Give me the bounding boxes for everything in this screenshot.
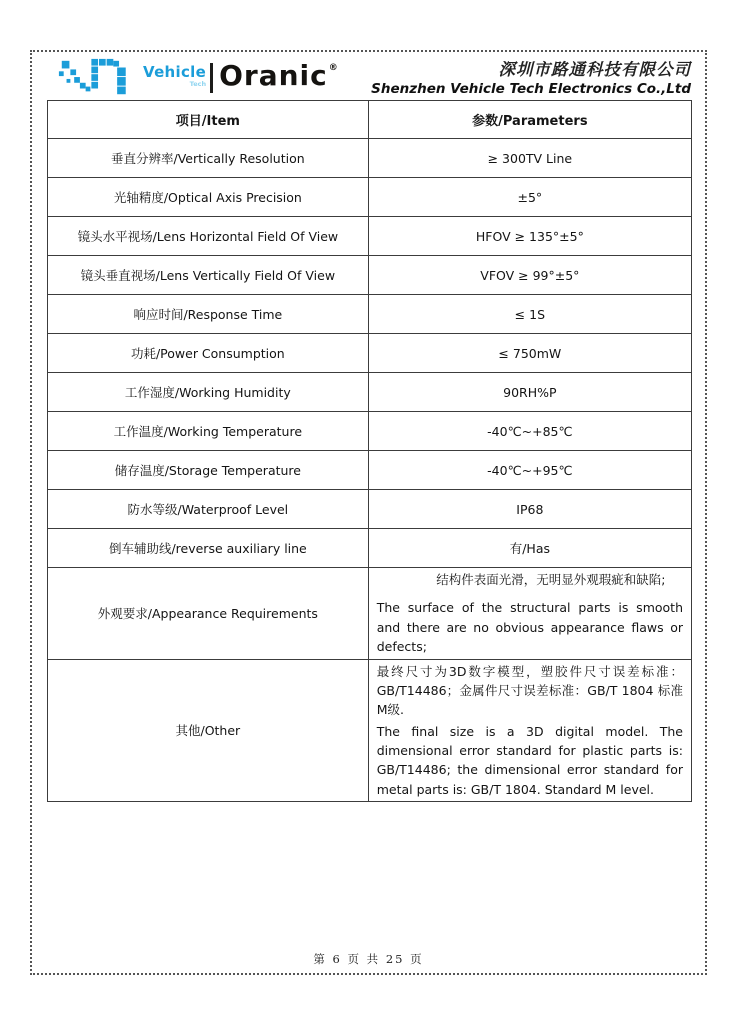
item-cell: 倒车辅助线/reverse auxiliary line	[48, 529, 369, 568]
table-row	[48, 412, 692, 451]
table-header-row	[48, 101, 692, 139]
table-row-other	[48, 659, 692, 802]
value-cell	[368, 568, 691, 660]
value-cell: ≥ 300TV Line	[368, 139, 691, 178]
company-names	[371, 58, 691, 99]
table-row	[48, 490, 692, 529]
specification-table	[47, 100, 692, 802]
item-cell: 镜头垂直视场/Lens Vertically Field Of View	[48, 256, 369, 295]
value-cell: ±5°	[368, 178, 691, 217]
item-cell: 储存温度/Storage Temperature	[48, 451, 369, 490]
table-row	[48, 217, 692, 256]
company-logo	[58, 57, 338, 99]
table-row	[48, 256, 692, 295]
page-number: 第 6 页 共 25 页	[313, 952, 424, 966]
value-cell: ≤ 1S	[368, 295, 691, 334]
table-row	[48, 139, 692, 178]
item-cell: 镜头水平视场/Lens Horizontal Field Of View	[48, 217, 369, 256]
vehicle-tech-logo-icon	[58, 57, 140, 99]
item-cell: 工作温度/Working Temperature	[48, 412, 369, 451]
brand-vehicle-text	[143, 63, 206, 88]
brand-oranic-label: Oranic	[219, 59, 328, 92]
item-cell: 防水等级/Waterproof Level	[48, 490, 369, 529]
company-name-english: Shenzhen Vehicle Tech Electronics Co.,Ltd	[371, 81, 691, 98]
value-cell: IP68	[368, 490, 691, 529]
registered-trademark-icon: ®	[328, 63, 338, 73]
brand-oranic-text	[219, 59, 338, 92]
value-cell: -40℃~+85℃	[368, 412, 691, 451]
item-cell: 外观要求/Appearance Requirements	[48, 568, 369, 660]
item-cell: 垂直分辨率/Vertically Resolution	[48, 139, 369, 178]
value-cell: 有/Has	[368, 529, 691, 568]
table-row	[48, 178, 692, 217]
other-requirement-en: The final size is a 3D digital model. The dimensional error standard for plastic parts is: GB/T14486; the dimensional error standard for metal parts is: GB/T 1804. Standard M level.	[376, 723, 683, 797]
document-page	[30, 50, 707, 975]
brand-vehicle-label: Vehicle	[143, 62, 207, 81]
item-cell: 功耗/Power Consumption	[48, 334, 369, 373]
table-row	[48, 295, 692, 334]
document-header	[32, 52, 705, 102]
item-cell: 其他/Other	[48, 659, 369, 802]
table-row	[48, 373, 692, 412]
column-header-parameters: 参数/Parameters	[368, 101, 691, 139]
value-cell: VFOV ≥ 99°±5°	[368, 256, 691, 295]
column-header-item: 项目/Item	[48, 101, 369, 139]
value-cell: -40℃~+95℃	[368, 451, 691, 490]
appearance-requirement-en: The surface of the structural parts is smooth and there are no obvious appearance flaws or defects;	[376, 600, 683, 655]
table-row	[48, 529, 692, 568]
table-row-appearance	[48, 568, 692, 660]
table-body	[48, 139, 692, 568]
value-cell: ≤ 750mW	[368, 334, 691, 373]
value-cell: HFOV ≥ 135°±5°	[368, 217, 691, 256]
table-row	[48, 334, 692, 373]
brand-tech-label: Tech	[189, 79, 207, 88]
appearance-requirement-cn: 结构件表面光滑，无明显外观瑕疵和缺陷;	[436, 572, 666, 587]
company-name-chinese: 深圳市路通科技有限公司	[498, 59, 691, 79]
value-cell: 90RH%P	[368, 373, 691, 412]
logo-divider	[210, 63, 213, 93]
item-cell: 工作湿度/Working Humidity	[48, 373, 369, 412]
other-requirement-cn: 最终尺寸为3D数字模型，塑胶件尺寸误差标准：GB/T14486；金属件尺寸误差标准：GB/T 1804 标准M级.	[376, 663, 683, 718]
item-cell: 响应时间/Response Time	[48, 295, 369, 334]
table-row	[48, 451, 692, 490]
item-cell: 光轴精度/Optical Axis Precision	[48, 178, 369, 217]
value-cell	[368, 659, 691, 802]
